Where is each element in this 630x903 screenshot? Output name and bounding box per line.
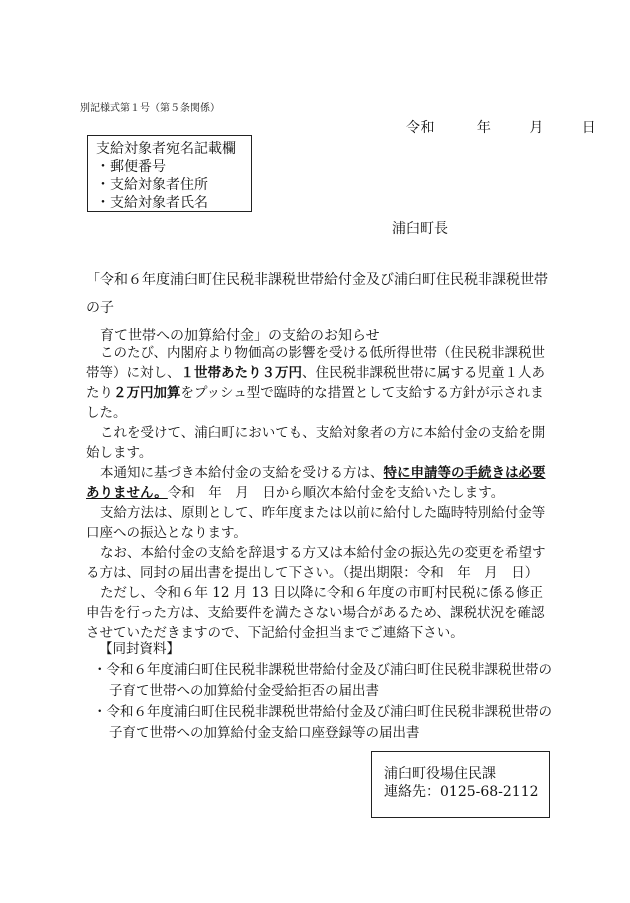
paragraph-4: 支給方法は、原則として、昨年度または以前に給付した臨時特別給付金等口座への振込となります。 xyxy=(86,505,546,541)
contact-phone: 連絡先：0125-68-2112 xyxy=(384,784,539,800)
date-day: 日 xyxy=(581,120,597,136)
paragraph-1 xyxy=(86,343,551,423)
enclosures-heading: 【同封資料】 xyxy=(99,641,180,657)
enclosure-line-2: 子育て世帯への加算給付金受給拒否の届出書 xyxy=(109,683,379,699)
issuer-name: 浦臼町長 xyxy=(392,221,448,237)
enclosure-item xyxy=(93,702,563,744)
date-era: 令和 xyxy=(406,120,435,136)
recipient-address-box xyxy=(87,135,252,212)
notice-body xyxy=(86,343,551,643)
paragraph-6: ただし、令和６年 12 月 13 日以降に令和６年度の市町村民税に係る修正申告を行った方は、支給要件を満たさない場合があるため、課税状況を確認させていただきますので、下記給付金担当までご連絡下さい。 xyxy=(86,585,545,641)
p3-text-c: 令和 年 月 日から順次本給付金を支給いたします。 xyxy=(167,485,505,501)
enclosures xyxy=(93,639,563,744)
p1-text-c: 、住民税非課税世帯に属する児童１人あたり xyxy=(86,365,545,401)
notice-title xyxy=(86,266,556,350)
date-line xyxy=(406,117,596,137)
enclosure-line-2: 子育て世帯への加算給付金支給口座登録等の届出書 xyxy=(109,725,420,741)
enclosure-line-1: ・令和６年度浦臼町住民税非課税世帯給付金及び浦臼町住民税非課税世帯の xyxy=(93,704,552,720)
enclosure-item xyxy=(93,660,563,702)
date-year: 年 xyxy=(476,120,492,136)
date-month: 月 xyxy=(529,120,544,136)
recipient-box-item: ・支給対象者氏名 xyxy=(96,195,208,211)
p3-text-a: 本通知に基づき本給付金の支給を受ける方は、 xyxy=(100,465,384,481)
p1-text-a: このたび、内閣府より物価高の影響を受ける低所得世帯（住民税非課税世帯等）に対し、 xyxy=(86,345,545,381)
contact-office: 浦臼町役場住民課 xyxy=(384,766,496,782)
recipient-box-item: ・支給対象者住所 xyxy=(96,177,208,193)
paragraph-3 xyxy=(86,463,551,503)
title-line-2: 育て世帯への加算給付金」の支給のお知らせ xyxy=(100,328,380,344)
recipient-box-title: 支給対象者宛名記載欄 xyxy=(96,141,236,157)
recipient-box-item: ・郵便番号 xyxy=(96,159,166,175)
p1-bold-amount: １世帯あたり３万円 xyxy=(180,365,302,381)
p1-bold-addition: ２万円加算 xyxy=(113,385,181,401)
title-line-1: 「令和６年度浦臼町住民税非課税世帯給付金及び浦臼町住民税非課税世帯の子 xyxy=(86,272,548,316)
p3-bold-underline: 特に申請等の手続きは必要ありません。 xyxy=(86,465,546,501)
p1-text-d: をプッシュ型で臨時的な措置として支給する方針が示されました。 xyxy=(86,385,544,421)
enclosure-line-1: ・令和６年度浦臼町住民税非課税世帯給付金及び浦臼町住民税非課税世帯の xyxy=(93,662,552,678)
contact-box xyxy=(371,751,550,818)
paragraph-5: なお、本給付金の支給を辞退する方又は本給付金の振込先の変更を希望する方は、同封の届出書を提出して下さい。（提出期限：令和 年 月 日） xyxy=(86,545,546,581)
paragraph-2: これを受けて、浦臼町においても、支給対象者の方に本給付金の支給を開始します。 xyxy=(86,425,546,461)
form-number-label: 別記様式第１号（第５条関係） xyxy=(80,103,220,114)
